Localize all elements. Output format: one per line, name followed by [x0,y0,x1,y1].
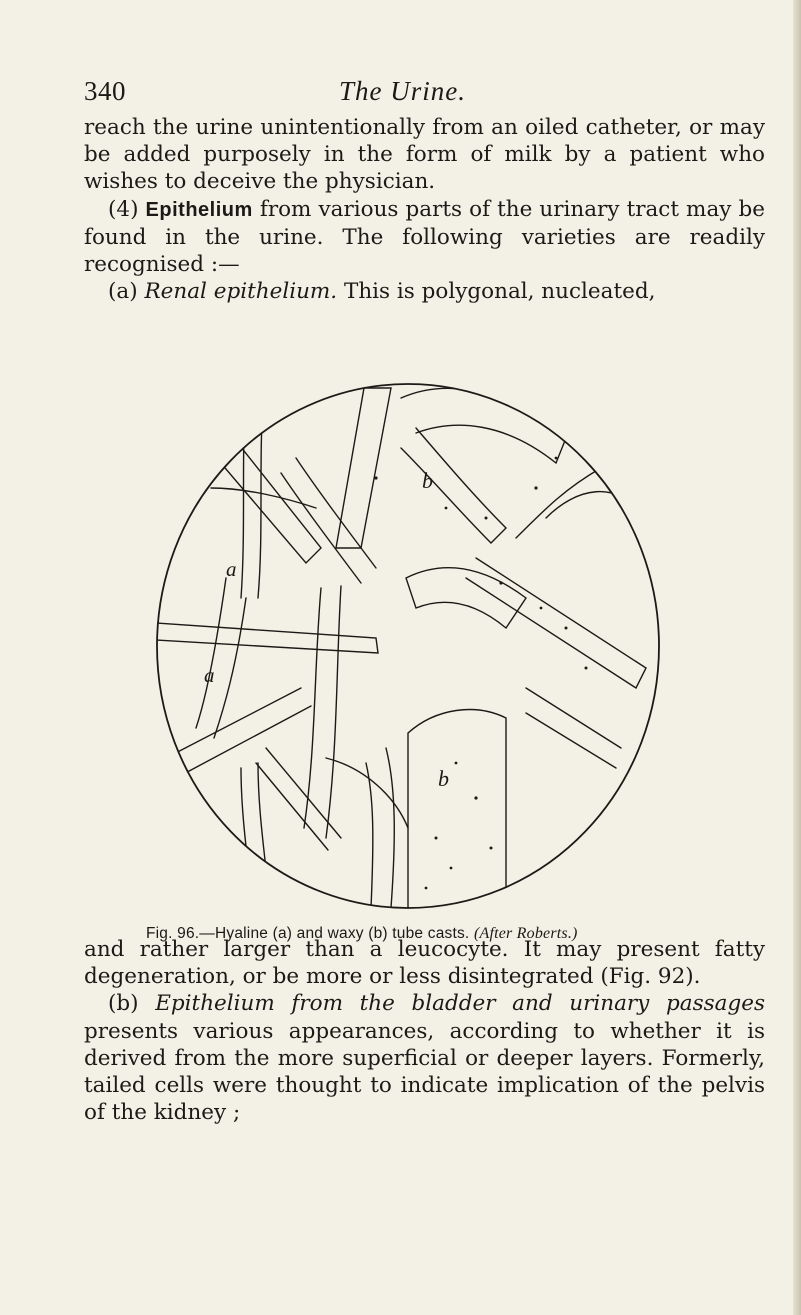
figure-label-b: b [422,468,433,493]
para1-line3: a patient who wishes to deceive the physician. [84,142,765,195]
page-edge [793,0,801,1315]
paragraph-3 [84,278,765,305]
para5-line5: indicate implication of the pelvis of the kidney ; [84,1073,765,1126]
page-header [84,76,764,110]
body-text-bottom [84,936,765,1126]
para3-text: This is polygonal, nucleated, [343,279,656,305]
para5-line3: whether it is derived from the more superficial or [84,1018,765,1071]
para2-term: Epithelium [145,198,253,221]
para5-italic-heading-cont: passages [666,991,766,1017]
para4-line3: (Fig. 92). [600,964,701,990]
waxy-cast [366,748,394,908]
paragraph-1 [84,114,765,196]
waxy-cast [408,710,506,908]
paragraph-2 [84,196,765,279]
hyaline-cast [281,458,376,583]
para5-italic-heading: Epithelium from the bladder and urinary [155,991,650,1017]
waxy-cast [526,688,621,768]
para3-term: Renal epithelium. [144,279,338,305]
running-head [339,76,466,107]
para2-line3: varieties are readily recognised :— [84,224,765,278]
para2-text1: from various parts of the urinary [259,196,620,222]
waxy-cast [406,568,526,628]
para1-line2: or may be added purposely in the form of milk by [84,115,765,168]
hyaline-cast [166,688,311,778]
waxy-cast [336,388,391,548]
para4-line1: and rather larger than a leucocyte. It may present [84,937,700,962]
figure-label-a: a [226,557,237,581]
para2-line2: tract may be found in the urine. The following [84,196,765,250]
hyaline-cast [256,748,341,850]
waxy-cast [401,428,506,543]
paragraph-4 [84,936,765,990]
para5-marker: (b) [108,991,139,1017]
running-head-the: The [339,76,383,106]
page-number: 340 [84,76,126,106]
para1-line1: reach the urine unintentionally from an oiled catheter, [84,115,682,140]
caption-credit: (After Roberts.) [473,925,578,942]
para2-number: (4) [108,196,139,222]
hyaline-cast [211,488,316,508]
para3-marker: (a) [108,279,138,305]
para4-line2: fatty degeneration, or be more or less disintegrated [84,937,765,990]
figure-label-a: a [204,663,215,687]
body-text-top [84,114,765,305]
paragraph-5 [84,990,765,1126]
hyaline-cast [241,763,268,888]
hyaline-cast [196,578,246,738]
para5-text2: presents various appearances, according to [84,1018,595,1044]
tube-casts-illustration [146,368,666,916]
waxy-cast [401,388,566,463]
para5-line4: deeper layers. Formerly, tailed cells were thought to [84,1045,765,1099]
caption-text: Fig. 96.—Hyaline (a) and waxy (b) tube casts. [146,925,470,942]
waxy-cast [516,468,601,538]
hyaline-cast [156,623,378,653]
figure-label-b: b [438,766,449,791]
figure-96-tube-casts [146,368,666,916]
running-head-urine: Urine. [390,76,466,106]
